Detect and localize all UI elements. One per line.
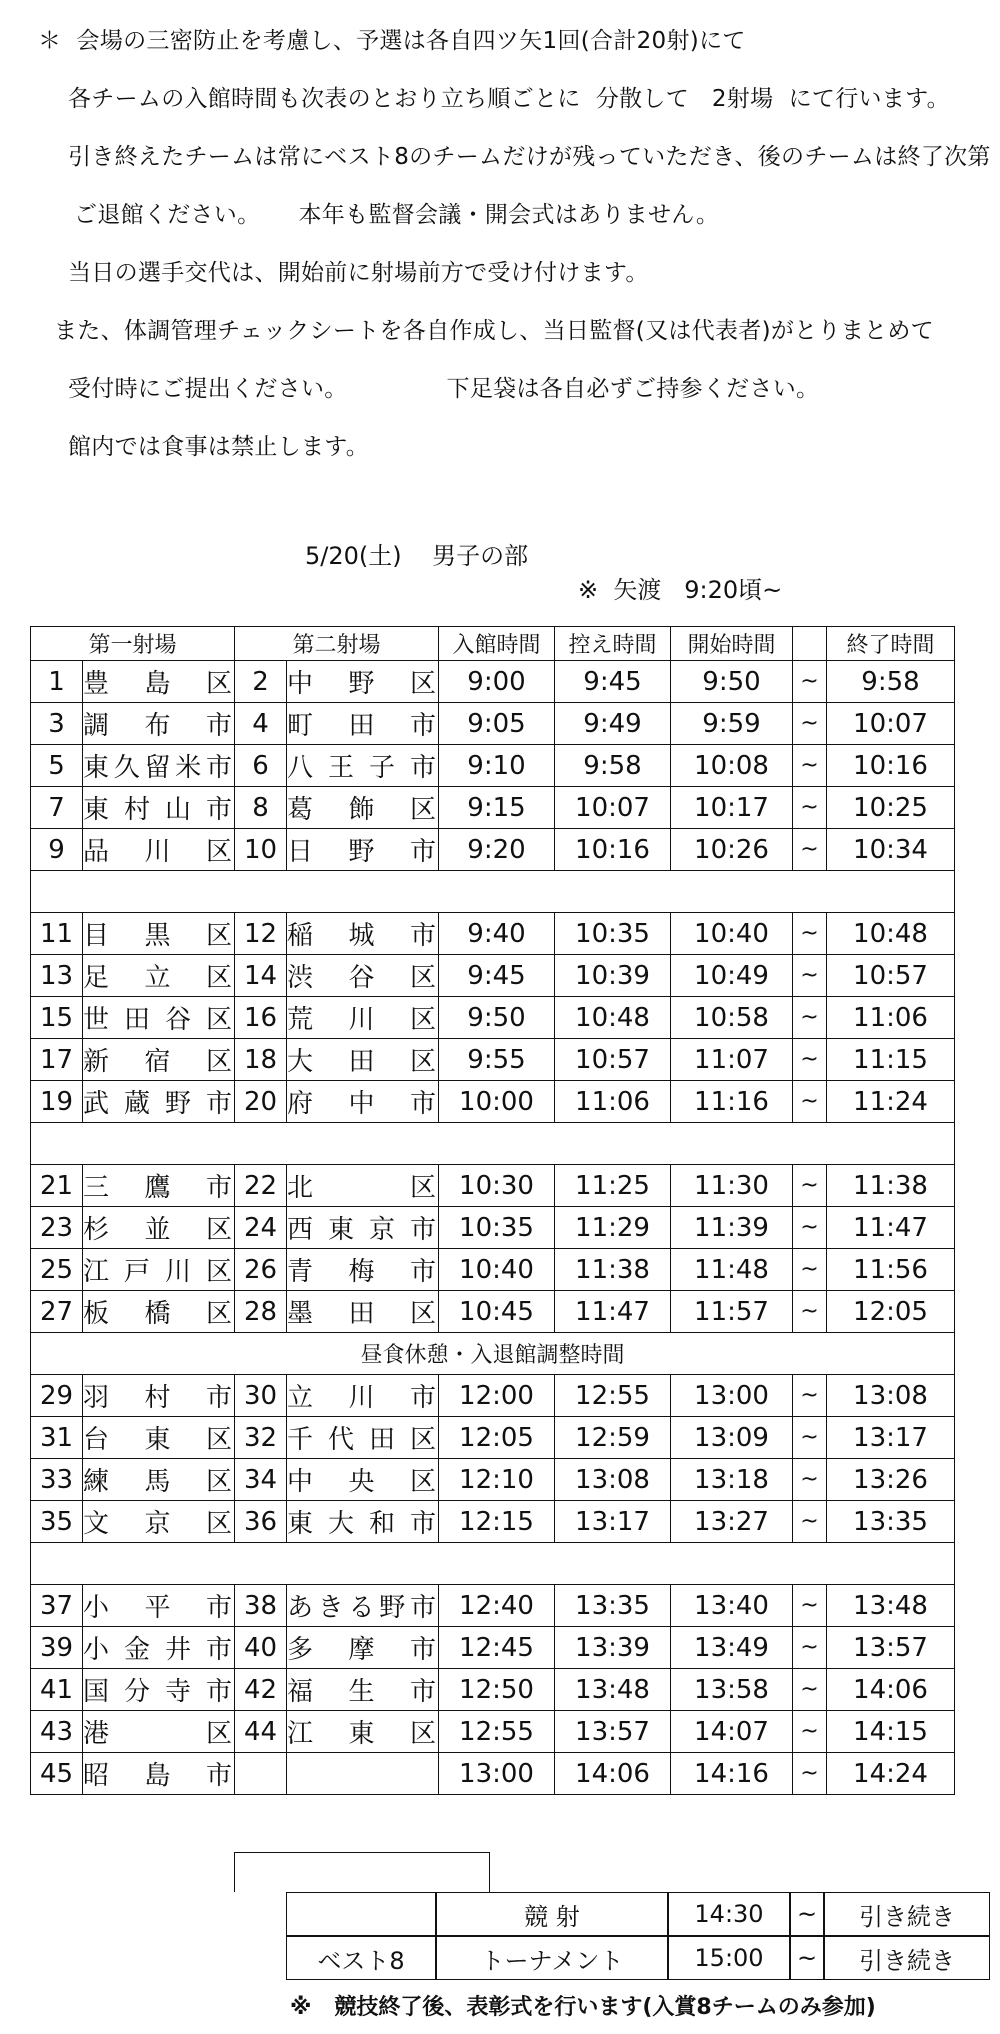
table-row [31, 1039, 955, 1081]
table-row [31, 1585, 955, 1627]
range2-team: 江東区 [287, 1711, 439, 1753]
entry-time: 10:40 [439, 1249, 555, 1291]
start-time: 11:07 [671, 1039, 793, 1081]
tournament-tilde: ~ [790, 1936, 824, 1980]
entry-time: 9:55 [439, 1039, 555, 1081]
range1-team: 板橋区 [83, 1291, 235, 1333]
range2-team: 日野市 [287, 829, 439, 871]
tilde-cell: ~ [793, 913, 827, 955]
schedule-table [30, 626, 955, 1795]
tilde-cell: ~ [793, 997, 827, 1039]
notice-line-1: ＊ 会場の三密防止を考慮し、予選は各自四ツ矢1回(合計20射)にて [38, 28, 746, 54]
range1-number: 15 [31, 997, 83, 1039]
end-time: 11:06 [827, 997, 955, 1039]
gap-cell [31, 871, 955, 913]
range1-number: 43 [31, 1711, 83, 1753]
range2-team: 中野区 [287, 661, 439, 703]
gap-row [31, 1123, 955, 1165]
range1-team: 調布市 [83, 703, 235, 745]
range2-team: あきる野市 [287, 1585, 439, 1627]
wait-time: 11:29 [555, 1207, 671, 1249]
yawatari-note: ※ 矢渡 9:20頃~ [578, 576, 783, 604]
start-time: 13:49 [671, 1627, 793, 1669]
header-tilde [793, 627, 827, 661]
start-time: 11:30 [671, 1165, 793, 1207]
range1-team: 練馬区 [83, 1459, 235, 1501]
range1-team: 足立区 [83, 955, 235, 997]
header-start: 開始時間 [671, 627, 793, 661]
range2-number: 36 [235, 1501, 287, 1543]
end-time: 10:48 [827, 913, 955, 955]
range2-number: 28 [235, 1291, 287, 1333]
tilde-cell: ~ [793, 703, 827, 745]
range1-number: 25 [31, 1249, 83, 1291]
entry-time: 12:15 [439, 1501, 555, 1543]
entry-time: 9:40 [439, 913, 555, 955]
range2-number: 12 [235, 913, 287, 955]
range1-number: 39 [31, 1627, 83, 1669]
end-time: 10:25 [827, 787, 955, 829]
table-row [31, 1417, 955, 1459]
range1-number: 19 [31, 1081, 83, 1123]
end-time: 11:15 [827, 1039, 955, 1081]
range2-team: 青梅市 [287, 1249, 439, 1291]
range2-number: 20 [235, 1081, 287, 1123]
end-time: 14:24 [827, 1753, 955, 1795]
range2-team [287, 1753, 439, 1795]
end-time: 10:57 [827, 955, 955, 997]
entry-time: 9:45 [439, 955, 555, 997]
kyosha-tilde: ~ [790, 1892, 824, 1936]
wait-time: 9:49 [555, 703, 671, 745]
end-time: 11:38 [827, 1165, 955, 1207]
header-range1: 第一射場 [31, 627, 235, 661]
wait-time: 11:38 [555, 1249, 671, 1291]
end-time: 13:17 [827, 1417, 955, 1459]
wait-time: 10:35 [555, 913, 671, 955]
header-wait: 控え時間 [555, 627, 671, 661]
start-time: 13:18 [671, 1459, 793, 1501]
gap-cell [31, 1123, 955, 1165]
range2-team: 府中市 [287, 1081, 439, 1123]
start-time: 9:59 [671, 703, 793, 745]
entry-time: 10:00 [439, 1081, 555, 1123]
range1-number: 23 [31, 1207, 83, 1249]
wait-time: 12:59 [555, 1417, 671, 1459]
range1-number: 29 [31, 1375, 83, 1417]
range1-team: 武蔵野市 [83, 1081, 235, 1123]
kyosha-label: 競 射 [436, 1892, 668, 1936]
notice-line-4: ご退館ください。 本年も監督会議・開会式はありません。 [74, 202, 720, 228]
range1-team: 台東区 [83, 1417, 235, 1459]
entry-time: 10:30 [439, 1165, 555, 1207]
range2-team: 多摩市 [287, 1627, 439, 1669]
start-time: 10:40 [671, 913, 793, 955]
start-time: 10:58 [671, 997, 793, 1039]
tilde-cell: ~ [793, 1165, 827, 1207]
tilde-cell: ~ [793, 829, 827, 871]
entry-time: 9:15 [439, 787, 555, 829]
start-time: 11:39 [671, 1207, 793, 1249]
range2-number: 40 [235, 1627, 287, 1669]
gap-row [31, 1543, 955, 1585]
entry-time: 10:35 [439, 1207, 555, 1249]
kyosha-continue: 引き続き [824, 1892, 990, 1936]
tilde-cell: ~ [793, 787, 827, 829]
wait-time: 9:45 [555, 661, 671, 703]
entry-time: 9:50 [439, 997, 555, 1039]
wait-time: 11:47 [555, 1291, 671, 1333]
range2-team: 東大和市 [287, 1501, 439, 1543]
range2-team: 稲城市 [287, 913, 439, 955]
entry-time: 9:20 [439, 829, 555, 871]
wait-time: 10:07 [555, 787, 671, 829]
range2-number: 24 [235, 1207, 287, 1249]
end-time: 11:24 [827, 1081, 955, 1123]
entry-time: 12:05 [439, 1417, 555, 1459]
end-time: 13:08 [827, 1375, 955, 1417]
start-time: 10:26 [671, 829, 793, 871]
table-row [31, 1753, 955, 1795]
tilde-cell: ~ [793, 1039, 827, 1081]
start-time: 10:08 [671, 745, 793, 787]
end-time: 9:58 [827, 661, 955, 703]
range1-number: 21 [31, 1165, 83, 1207]
range1-number: 13 [31, 955, 83, 997]
range2-number [235, 1753, 287, 1795]
range2-team: 荒川区 [287, 997, 439, 1039]
schedule-body [31, 661, 955, 1795]
range2-number: 8 [235, 787, 287, 829]
notice-line-6: また、体調管理チェックシートを各自作成し、当日監督(又は代表者)がとりまとめて [54, 318, 934, 344]
wait-time: 13:48 [555, 1669, 671, 1711]
range2-number: 4 [235, 703, 287, 745]
range2-team: 葛飾区 [287, 787, 439, 829]
range1-number: 35 [31, 1501, 83, 1543]
table-row [31, 1459, 955, 1501]
range1-team: 品川区 [83, 829, 235, 871]
notice-line-5: 当日の選手交代は、開始前に射場前方で受け付けます。 [68, 260, 649, 286]
tilde-cell: ~ [793, 1711, 827, 1753]
blank-cell [234, 1852, 490, 1892]
end-time: 10:07 [827, 703, 955, 745]
range2-team: 西東京市 [287, 1207, 439, 1249]
range2-team: 渋谷区 [287, 955, 439, 997]
range1-team: 文京区 [83, 1501, 235, 1543]
end-time: 13:26 [827, 1459, 955, 1501]
range2-number: 30 [235, 1375, 287, 1417]
wait-time: 13:08 [555, 1459, 671, 1501]
end-time: 12:05 [827, 1291, 955, 1333]
range2-team: 八王子市 [287, 745, 439, 787]
entry-time: 10:45 [439, 1291, 555, 1333]
end-time: 14:15 [827, 1711, 955, 1753]
entry-time: 12:40 [439, 1585, 555, 1627]
tournament-time: 15:00 [668, 1936, 790, 1980]
gap-row [31, 871, 955, 913]
table-row [31, 1501, 955, 1543]
range1-number: 27 [31, 1291, 83, 1333]
range1-number: 9 [31, 829, 83, 871]
best8-label: ベスト8 [286, 1936, 436, 1980]
tilde-cell: ~ [793, 745, 827, 787]
entry-time: 12:45 [439, 1627, 555, 1669]
table-row [31, 955, 955, 997]
range1-team: 小平市 [83, 1585, 235, 1627]
date-heading: 5/20(土) 男子の部 [305, 542, 529, 570]
footnote: ※ 競技終了後、表彰式を行います(入賞8チームのみ参加) [290, 1995, 876, 2020]
entry-time: 9:05 [439, 703, 555, 745]
blank-cell [286, 1892, 436, 1936]
notice-line-8: 館内では食事は禁止します。 [68, 434, 370, 460]
entry-time: 12:10 [439, 1459, 555, 1501]
start-time: 13:27 [671, 1501, 793, 1543]
tilde-cell: ~ [793, 1669, 827, 1711]
wait-time: 10:48 [555, 997, 671, 1039]
table-row [31, 1207, 955, 1249]
range1-team: 目黒区 [83, 913, 235, 955]
range1-team: 東久留米市 [83, 745, 235, 787]
wait-time: 13:39 [555, 1627, 671, 1669]
notice-line-7: 受付時にご提出ください。 下足袋は各自必ずご持参ください。 [68, 376, 820, 402]
range1-team: 世田谷区 [83, 997, 235, 1039]
range2-number: 16 [235, 997, 287, 1039]
tilde-cell: ~ [793, 1081, 827, 1123]
table-row [31, 745, 955, 787]
start-time: 14:07 [671, 1711, 793, 1753]
gap-cell [31, 1543, 955, 1585]
range2-number: 2 [235, 661, 287, 703]
entry-time: 9:00 [439, 661, 555, 703]
table-row [31, 787, 955, 829]
end-time: 13:48 [827, 1585, 955, 1627]
start-time: 11:48 [671, 1249, 793, 1291]
lunch-break-label: 昼食休憩・入退館調整時間 [31, 1333, 955, 1375]
wait-time: 10:16 [555, 829, 671, 871]
table-row [31, 829, 955, 871]
range1-number: 11 [31, 913, 83, 955]
wait-time: 11:25 [555, 1165, 671, 1207]
table-row [31, 1165, 955, 1207]
table-row [31, 1669, 955, 1711]
entry-time: 9:10 [439, 745, 555, 787]
tilde-cell: ~ [793, 1417, 827, 1459]
table-row [31, 703, 955, 745]
tilde-cell: ~ [793, 1207, 827, 1249]
range2-number: 44 [235, 1711, 287, 1753]
end-time: 11:47 [827, 1207, 955, 1249]
range1-number: 7 [31, 787, 83, 829]
table-row [31, 913, 955, 955]
range1-number: 5 [31, 745, 83, 787]
entry-time: 12:55 [439, 1711, 555, 1753]
tilde-cell: ~ [793, 1459, 827, 1501]
start-time: 9:50 [671, 661, 793, 703]
table-row [31, 1249, 955, 1291]
wait-time: 9:58 [555, 745, 671, 787]
end-time: 13:35 [827, 1501, 955, 1543]
wait-time: 11:06 [555, 1081, 671, 1123]
range1-number: 17 [31, 1039, 83, 1081]
range1-number: 33 [31, 1459, 83, 1501]
start-time: 14:16 [671, 1753, 793, 1795]
lunch-row [31, 1333, 955, 1375]
wait-time: 10:39 [555, 955, 671, 997]
range2-number: 22 [235, 1165, 287, 1207]
tilde-cell: ~ [793, 1375, 827, 1417]
range2-number: 14 [235, 955, 287, 997]
kyosha-time: 14:30 [668, 1892, 790, 1936]
range2-number: 10 [235, 829, 287, 871]
range2-team: 千代田区 [287, 1417, 439, 1459]
range2-team: 中央区 [287, 1459, 439, 1501]
range2-team: 立川市 [287, 1375, 439, 1417]
range1-team: 江戸川区 [83, 1249, 235, 1291]
wait-time: 13:57 [555, 1711, 671, 1753]
wait-time: 10:57 [555, 1039, 671, 1081]
range1-number: 1 [31, 661, 83, 703]
header-end: 終了時間 [827, 627, 955, 661]
entry-time: 13:00 [439, 1753, 555, 1795]
tilde-cell: ~ [793, 1627, 827, 1669]
range1-team: 三鷹市 [83, 1165, 235, 1207]
range2-team: 墨田区 [287, 1291, 439, 1333]
tilde-cell: ~ [793, 1753, 827, 1795]
end-time: 13:57 [827, 1627, 955, 1669]
range1-number: 45 [31, 1753, 83, 1795]
notice-line-3: 引き終えたチームは常にベスト8のチームだけが残っていただき、後のチームは終了次第 [68, 144, 991, 170]
start-time: 13:40 [671, 1585, 793, 1627]
start-time: 13:58 [671, 1669, 793, 1711]
range2-number: 38 [235, 1585, 287, 1627]
start-time: 10:17 [671, 787, 793, 829]
tilde-cell: ~ [793, 955, 827, 997]
range1-number: 31 [31, 1417, 83, 1459]
range1-team: 国分寺市 [83, 1669, 235, 1711]
tournament-continue: 引き続き [824, 1936, 990, 1980]
end-time: 14:06 [827, 1669, 955, 1711]
header-range2: 第二射場 [235, 627, 439, 661]
range2-team: 町田市 [287, 703, 439, 745]
range1-team: 羽村市 [83, 1375, 235, 1417]
wait-time: 13:17 [555, 1501, 671, 1543]
range1-team: 港区 [83, 1711, 235, 1753]
range2-number: 18 [235, 1039, 287, 1081]
end-time: 11:56 [827, 1249, 955, 1291]
wait-time: 12:55 [555, 1375, 671, 1417]
tournament-label: トーナメント [436, 1936, 668, 1980]
table-row [31, 1375, 955, 1417]
table-row [31, 1081, 955, 1123]
range1-number: 37 [31, 1585, 83, 1627]
start-time: 13:00 [671, 1375, 793, 1417]
range2-number: 42 [235, 1669, 287, 1711]
range1-team: 新宿区 [83, 1039, 235, 1081]
range1-team: 杉並区 [83, 1207, 235, 1249]
range1-number: 3 [31, 703, 83, 745]
start-time: 10:49 [671, 955, 793, 997]
tilde-cell: ~ [793, 1501, 827, 1543]
header-entry: 入館時間 [439, 627, 555, 661]
range1-number: 41 [31, 1669, 83, 1711]
header-row [31, 627, 955, 661]
wait-time: 13:35 [555, 1585, 671, 1627]
tilde-cell: ~ [793, 1291, 827, 1333]
range2-team: 北区 [287, 1165, 439, 1207]
entry-time: 12:50 [439, 1669, 555, 1711]
range2-number: 26 [235, 1249, 287, 1291]
range2-number: 34 [235, 1459, 287, 1501]
start-time: 11:16 [671, 1081, 793, 1123]
notice-line-2: 各チームの入館時間も次表のとおり立ち順ごとに 分散して 2射場 にて行います。 [68, 86, 950, 112]
end-time: 10:34 [827, 829, 955, 871]
range2-team: 大田区 [287, 1039, 439, 1081]
end-time: 10:16 [827, 745, 955, 787]
range1-team: 昭島市 [83, 1753, 235, 1795]
range1-team: 豊島区 [83, 661, 235, 703]
table-row [31, 1711, 955, 1753]
tilde-cell: ~ [793, 1249, 827, 1291]
range2-number: 6 [235, 745, 287, 787]
table-row [31, 1627, 955, 1669]
range1-team: 東村山市 [83, 787, 235, 829]
start-time: 13:09 [671, 1417, 793, 1459]
range1-team: 小金井市 [83, 1627, 235, 1669]
entry-time: 12:00 [439, 1375, 555, 1417]
table-row [31, 661, 955, 703]
table-row [31, 1291, 955, 1333]
range2-number: 32 [235, 1417, 287, 1459]
tilde-cell: ~ [793, 1585, 827, 1627]
start-time: 11:57 [671, 1291, 793, 1333]
wait-time: 14:06 [555, 1753, 671, 1795]
table-row [31, 997, 955, 1039]
range2-team: 福生市 [287, 1669, 439, 1711]
tilde-cell: ~ [793, 661, 827, 703]
